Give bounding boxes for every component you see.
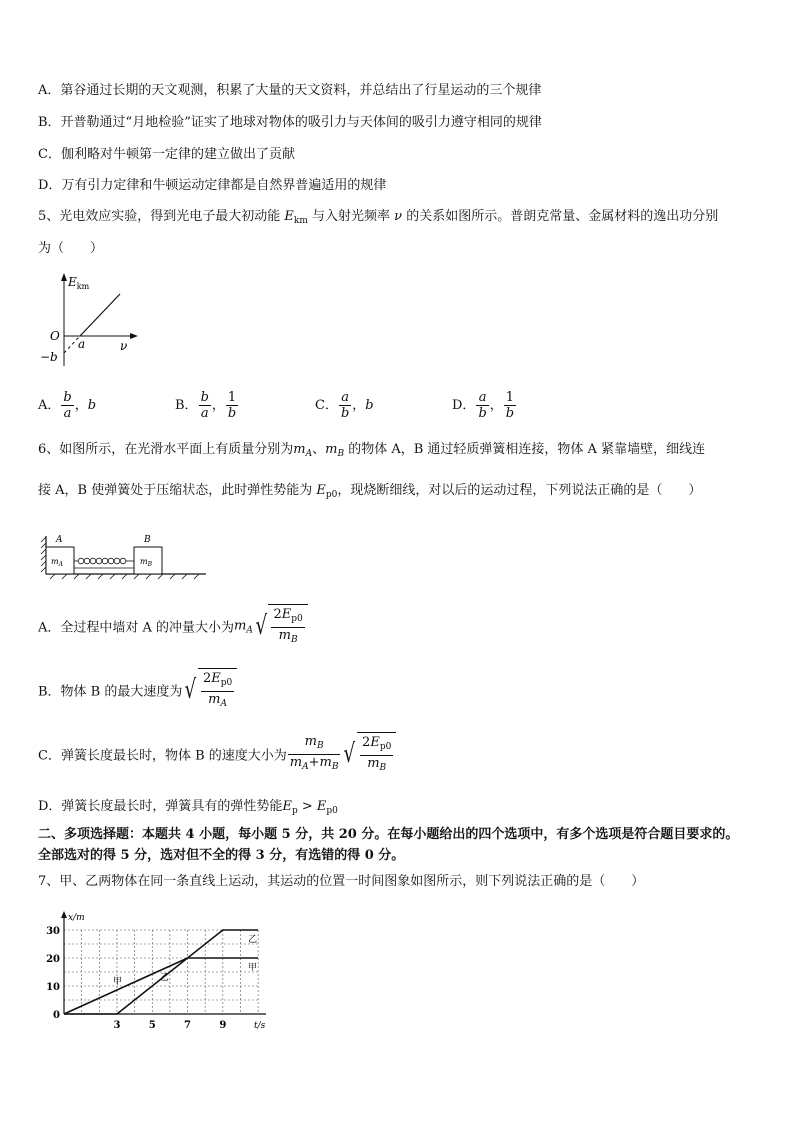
section2-heading-line2: 全部选对的得 5 分，选对但不全的得 3 分，有选错的得 0 分。 — [38, 848, 405, 863]
q6-option-d: D．弹簧长度最长时，弹簧具有的弹性势能$E_p > E_{p0}$ — [38, 799, 338, 816]
q6-option-b: B．物体 B 的最大速度为√ $\frac{2E_{p0}}{m_A}$ — [38, 668, 237, 712]
q5-graph — [34, 270, 144, 370]
q6-figure — [40, 528, 210, 582]
q6-option-c: C．弹簧长度最长时，物体 B 的速度大小为 $\frac{m_B}{m_A+m_B}$ √ $\frac{2E_{p0}}{m_B}$ — [38, 732, 396, 776]
y-axis-arrow — [61, 911, 67, 918]
y-tick-label: 10 — [46, 982, 60, 993]
q6-label-a: A — [56, 535, 63, 545]
q6-floor-hatch — [50, 574, 199, 579]
q6-spring — [74, 558, 134, 564]
q5-option-d: D． $\frac{a}{b}$ ， $\frac{1}{b}$ — [452, 390, 515, 421]
series-end-label: 乙 — [248, 935, 258, 945]
y-tick-label: 0 — [53, 1010, 60, 1021]
q5-option-a: A． $\frac{b}{a}$ ，b — [38, 390, 97, 421]
q6-label-b: B — [144, 535, 151, 545]
x-tick-label: 9 — [219, 1020, 227, 1031]
series-end-label: 甲 — [248, 963, 258, 973]
q6-option-a: A．全过程中墙对 A 的冲量大小为$m_A√$ $\frac{2E_{p0}}{m_B}$ — [38, 604, 308, 648]
q5-option-b: B． $\frac{b}{a}$ ， $\frac{1}{b}$ — [175, 390, 237, 421]
y-tick-label: 20 — [46, 954, 60, 965]
series-label: 乙 — [159, 973, 169, 983]
q5-y-arrow — [61, 273, 67, 281]
q4-option-b: B．开普勒通过“月地检验”证实了地球对物体的吸引力与天体间的吸引力遵守相同的规律 — [38, 115, 542, 130]
q6-stem-line2: 接 A，B 使弹簧处于压缩状态，此时弹性势能为 $E_{p0}$，现烧断细线，对以后的运动过程，下列说法正确的是（ ） — [38, 483, 702, 500]
q5-ek-line — [80, 294, 120, 336]
q5-b-label: −b — [40, 350, 58, 364]
q6-stem-line1: 6、如图所示，在光滑水平面上有质量分别为$m_A$、$m_B$ 的物体 A，B 通过轻质弹簧相连接，物体 A 紧靠墙壁，细线连 — [38, 442, 706, 459]
q5-stem-line2: 为（ ） — [38, 241, 104, 256]
x-tick-label: 5 — [148, 1020, 156, 1031]
q6-mass-a: $m_A$ — [51, 557, 63, 568]
q7-stem: 7、甲、乙两物体在同一条直线上运动，其运动的位置一时间图象如图所示，则下列说法正确的是（ ） — [38, 874, 645, 889]
y-axis-label: x/m — [68, 913, 85, 923]
q7-chart — [40, 910, 280, 1038]
q5-a-label: a — [78, 337, 86, 351]
x-axis-label: t/s — [254, 1021, 266, 1031]
q4-option-c: C．伽利略对牛顿第一定律的建立做出了贡献 — [38, 147, 295, 162]
section2-heading-line1: 二、多项选择题：本题共 4 小题，每小题 5 分，共 20 分。在每小题给出的四个选项中，有多个选项是符合题目要求的。 — [38, 827, 739, 842]
q4-option-d: D．万有引力定律和牛顿运动定律都是自然界普遍适用的规律 — [38, 178, 387, 193]
q5-y-label: $E_{km}$ — [68, 275, 90, 291]
q5-origin-label: O — [50, 329, 60, 343]
x-tick-label: 3 — [113, 1020, 121, 1031]
q5-option-c: C． $\frac{a}{b}$ ，b — [315, 390, 374, 421]
q5-x-arrow — [130, 333, 138, 339]
y-tick-label: 30 — [46, 926, 60, 937]
series-label: 甲 — [112, 977, 122, 987]
q5-stem-line1: 5、光电效应实验，得到光电子最大初动能 $E_{km}$ 与入射光频率 ν 的关系如图所示。普朗克常量、金属材料的逸出功分别 — [38, 209, 719, 226]
x-tick-label: 7 — [184, 1020, 192, 1031]
q6-wall-hatch — [41, 537, 46, 572]
q4-option-a: A．第谷通过长期的天文观测，积累了大量的天文资料，并总结出了行星运动的三个规律 — [38, 83, 542, 98]
q5-x-label: ν — [120, 339, 128, 353]
q6-mass-b: $m_B$ — [140, 557, 153, 568]
